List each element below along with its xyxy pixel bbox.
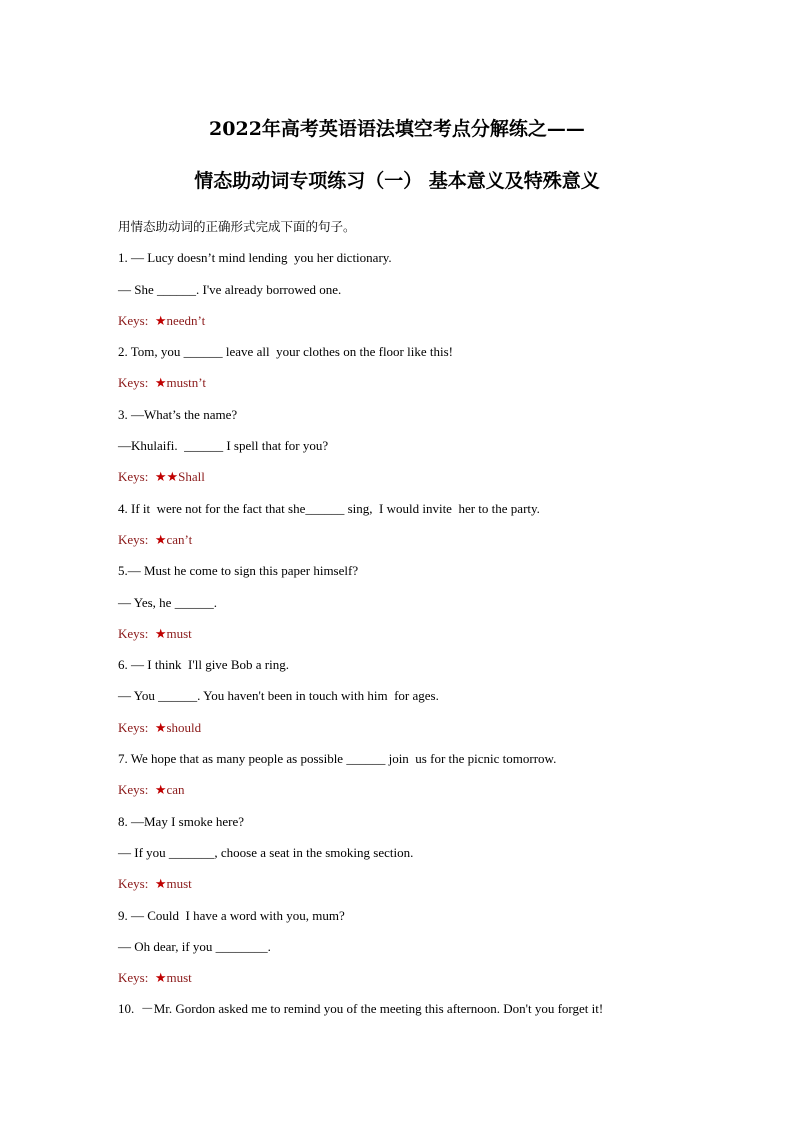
answer-text: can’t: [166, 531, 193, 547]
answer-text: must: [166, 970, 192, 986]
answer-key: [118, 779, 718, 810]
star-icon: ★: [154, 782, 167, 798]
answer-text: can: [166, 782, 185, 798]
keys-label: Keys:: [118, 719, 149, 735]
answer-key: [118, 873, 718, 904]
answer-text: needn’t: [166, 312, 206, 328]
exercise-content: [118, 216, 718, 1030]
answer-text: mustn’t: [166, 375, 206, 391]
keys-label: Keys:: [118, 782, 149, 798]
question-line: 7. We hope that as many people as possible ______ join us for the picnic tomorrow.: [118, 751, 557, 767]
question-line: — Oh dear, if you ________.: [118, 938, 271, 954]
question-line: 4. If it were not for the fact that she______ sing, I would invite her to the party.: [118, 500, 540, 516]
question-line: — Yes, he ______.: [118, 594, 217, 610]
keys-label: Keys:: [118, 970, 149, 986]
keys-label: Keys:: [118, 469, 149, 485]
question-line: 10. －Mr. Gordon asked me to remind you of the meeting this afternoon. Don't you forget it!: [118, 1001, 604, 1017]
question-line: 8. —May I smoke here?: [118, 813, 244, 829]
question-line: 6. — I think I'll give Bob a ring.: [118, 657, 289, 673]
question-line: 2. Tom, you ______ leave all your clothes on the floor like this!: [118, 344, 453, 360]
question-line: — She ______. I've already borrowed one.: [118, 281, 342, 297]
star-icon: ★: [154, 312, 167, 328]
answer-key: [118, 372, 718, 403]
answer-key: [118, 623, 718, 654]
keys-label: Keys:: [118, 625, 149, 641]
star-icon: ★: [154, 531, 167, 547]
question-line: — If you _______, choose a seat in the smoking section.: [118, 844, 414, 860]
keys-label: Keys:: [118, 531, 149, 547]
question-line: —Khulaifi. ______ I spell that for you?: [118, 438, 329, 454]
document-title: 2022年高考英语语法填空考点分解练之——: [209, 118, 585, 140]
star-icon: ★: [154, 375, 167, 391]
instruction-text: 用情态助动词的正确形式完成下面的句子。: [118, 219, 356, 234]
answer-text: Shall: [178, 469, 205, 485]
document-subtitle: 情态助动词专项练习（一） 基本意义及特殊意义: [194, 170, 600, 192]
question-line: 5.— Must he come to sign this paper himself?: [118, 563, 359, 579]
answer-key: [118, 967, 718, 998]
question-line: — You ______. You haven't been in touch with him for ages.: [118, 688, 439, 704]
star-icon: ★★: [154, 469, 179, 485]
answer-text: must: [166, 876, 192, 892]
answer-key: [118, 529, 718, 560]
star-icon: ★: [154, 719, 167, 735]
answer-key: [118, 717, 718, 748]
question-line: 9. — Could I have a word with you, mum?: [118, 907, 345, 923]
keys-label: Keys:: [118, 876, 149, 892]
answer-text: must: [166, 625, 192, 641]
star-icon: ★: [154, 970, 167, 986]
star-icon: ★: [154, 625, 167, 641]
answer-key: [118, 466, 718, 497]
answer-key: [118, 310, 718, 341]
star-icon: ★: [154, 876, 167, 892]
question-line: 3. —What’s the name?: [118, 406, 238, 422]
keys-label: Keys:: [118, 375, 149, 391]
question-line: 1. — Lucy doesn’t mind lending you her dictionary.: [118, 250, 392, 266]
answer-text: should: [166, 719, 202, 735]
keys-label: Keys:: [118, 312, 149, 328]
